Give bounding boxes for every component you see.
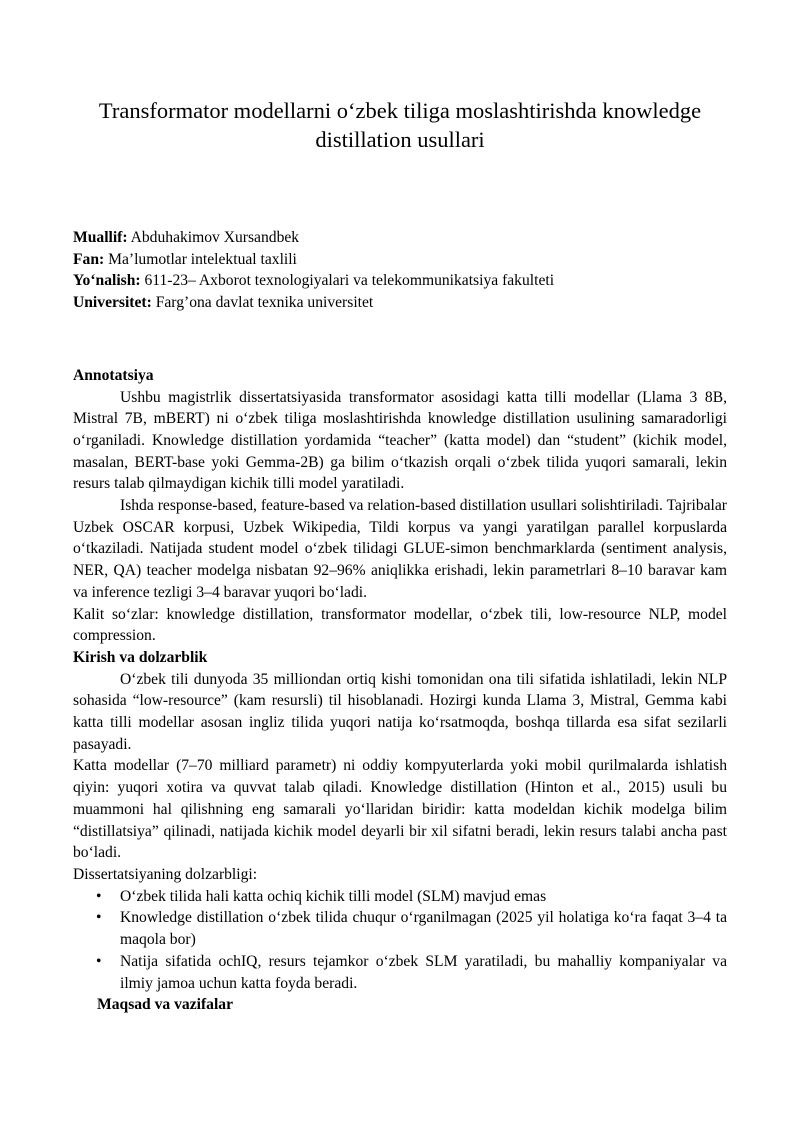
intro-paragraph-1: O‘zbek tili dunyoda 35 milliondan ortiq kishi tomonidan ona tili sifatida ishlatiladi, lekin NLP sohasida “low-resource” (kam resursli) til hisoblanadi. Hozirgi kunda Llama 3, Mistral, Gemma kabi katta tilli modellar asosan ingliz tilida yuqori natija ko‘rsatmoqda, boshqa tillarda esa sifat sezilarli pasayadi. xyxy=(73,670,727,753)
relevance-list xyxy=(73,886,727,995)
list-item xyxy=(96,907,727,950)
list-item xyxy=(96,951,727,994)
document-page xyxy=(73,96,727,1016)
list-item-text: Knowledge distillation o‘zbek tilida chuqur o‘rganilmagan (2025 yil holatiga ko‘ra faqat 3–4 ta maqola bor) xyxy=(120,909,727,949)
intro-paragraph-3: Dissertatsiyaning dolzarbligi: xyxy=(73,865,258,883)
meta-author xyxy=(73,227,727,249)
goals-heading: Maqsad va vazifalar xyxy=(97,996,234,1014)
abstract-paragraph-1: Ushbu magistrlik dissertatsiyasida transformator asosidagi katta tilli modellar (Llama 3 8B, Mistral 7B, mBERT) ni o‘zbek tiliga moslashtirishda knowledge distillation usulining samaradorligi o‘rganiladi. Knowledge distillation yordamida “teacher” (katta model) dan “student” (kichik model, masalan, BERT-base yoki Gemma-2B) ga bilim o‘tkazish orqali o‘zbek tilida yuqori samarali, lekin resurs talab qilmaydigan kichik tilli model yaratiladi. xyxy=(73,388,727,493)
meta-direction xyxy=(73,270,727,292)
bullet-icon: • xyxy=(96,952,102,970)
author-info xyxy=(73,227,727,314)
meta-direction-value: 611-23– Axborot texnologiyalari va telekommunikatsiya fakulteti xyxy=(140,272,555,290)
meta-subject-label: Fan: xyxy=(73,250,105,268)
meta-university-value: Farg’ona davlat texnika universitet xyxy=(151,294,374,312)
abstract-paragraph-2: Ishda response-based, feature-based va relation-based distillation usullari solishtiriladi. Tajribalar Uzbek OSCAR korpusi, Uzbek Wikipedia, Tildi korpus va yangi yaratilgan parallel korpuslarda o‘tkaziladi. Natijada student model o‘zbek tilidagi GLUE-simon benchmarklarda (sentiment analysis, NER, QA) teacher modelga nisbatan 92–96% aniqlikka erishadi, lekin parametrlari 8–10 baravar kam va inference tezligi 3–4 baravar yuqori bo‘ladi. xyxy=(73,497,727,601)
meta-university-label: Universitet: xyxy=(73,294,152,312)
meta-university xyxy=(73,292,727,314)
meta-author-label: Muallif: xyxy=(73,229,128,246)
bullet-icon: • xyxy=(96,909,102,927)
bullet-icon: • xyxy=(96,887,102,905)
meta-direction-label: Yo‘nalish: xyxy=(73,272,141,290)
intro-heading: Kirish va dolzarblik xyxy=(73,648,208,666)
list-item-text: O‘zbek tilida hali katta ochiq kichik tilli model (SLM) mavjud emas xyxy=(120,887,547,905)
intro-paragraph-2: Katta modellar (7–70 milliard parametr) ni oddiy kompyuterlarda yoki mobil qurilmalarda ishlatish qiyin: yuqori xotira va quvvat talab qiladi. Knowledge distillation (Hinton et al., 2015) usuli bu muammoni hal qilishning eng samarali yo‘llaridan biridir: katta modeldan kichik modelga bilim “distillatsiya” qilinadi, natijada kichik model deyarli bir xil sifatni beradi, lekin resurs talabi ancha past bo‘ladi. xyxy=(73,757,727,862)
meta-subject xyxy=(73,249,727,271)
meta-author-value: Abduhakimov Xursandbek xyxy=(127,229,300,246)
abstract-heading: Annotatsiya xyxy=(73,366,154,384)
keywords: Kalit so‘zlar: knowledge distillation, transformator modellar, o‘zbek tili, low-resource NLP, model compression. xyxy=(73,605,727,645)
list-item-text: Natija sifatida ochIQ, resurs tejamkor o‘zbek SLM yaratiladi, bu mahalliy kompaniyalar va ilmiy jamoa uchun katta foyda beradi. xyxy=(120,952,727,992)
list-item xyxy=(96,886,727,908)
meta-subject-value: Ma’lumotlar intelektual taxlili xyxy=(104,250,297,268)
document-title: Transformator modellarni o‘zbek tiliga moslashtirishda knowledge distillation usullari xyxy=(98,98,702,152)
